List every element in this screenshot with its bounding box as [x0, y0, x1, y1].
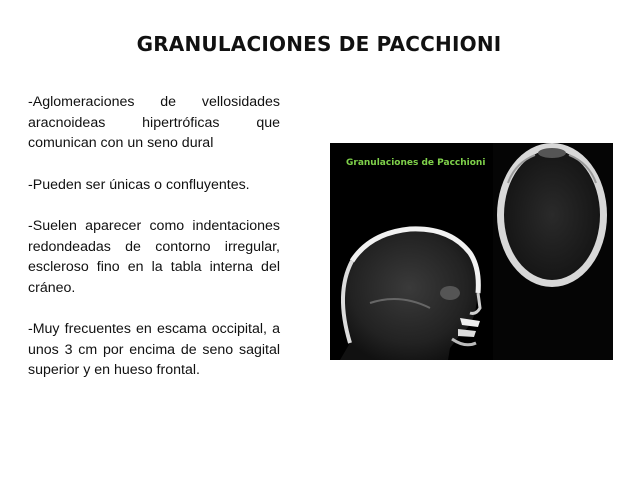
bullet-list [28, 92, 280, 402]
bullet-item-3: -Suelen aparecer como indentaciones redondeadas de contorno irregular, escleroso fino en la tabla interna del cráneo. [28, 218, 280, 296]
slide-title: GRANULACIONES DE PACCHIONI [136, 32, 502, 56]
axial-ct-image [493, 143, 613, 360]
lateral-skull-image [340, 229, 480, 360]
bullet-item-4: -Muy frecuentes en escama occipital, a unos 3 cm por encima de seno sagital superior y en hueso frontal. [28, 321, 280, 378]
radiograph-images [330, 143, 613, 360]
bullet-item-2: -Pueden ser únicas o confluyentes. [28, 176, 250, 193]
figure-caption: Granulaciones de Pacchioni [346, 158, 486, 168]
bullet-item-1: -Aglomeraciones de vellosidades aracnoideas hipertróficas que comunican con un seno dural [28, 94, 280, 151]
radiograph-figure [330, 143, 613, 360]
